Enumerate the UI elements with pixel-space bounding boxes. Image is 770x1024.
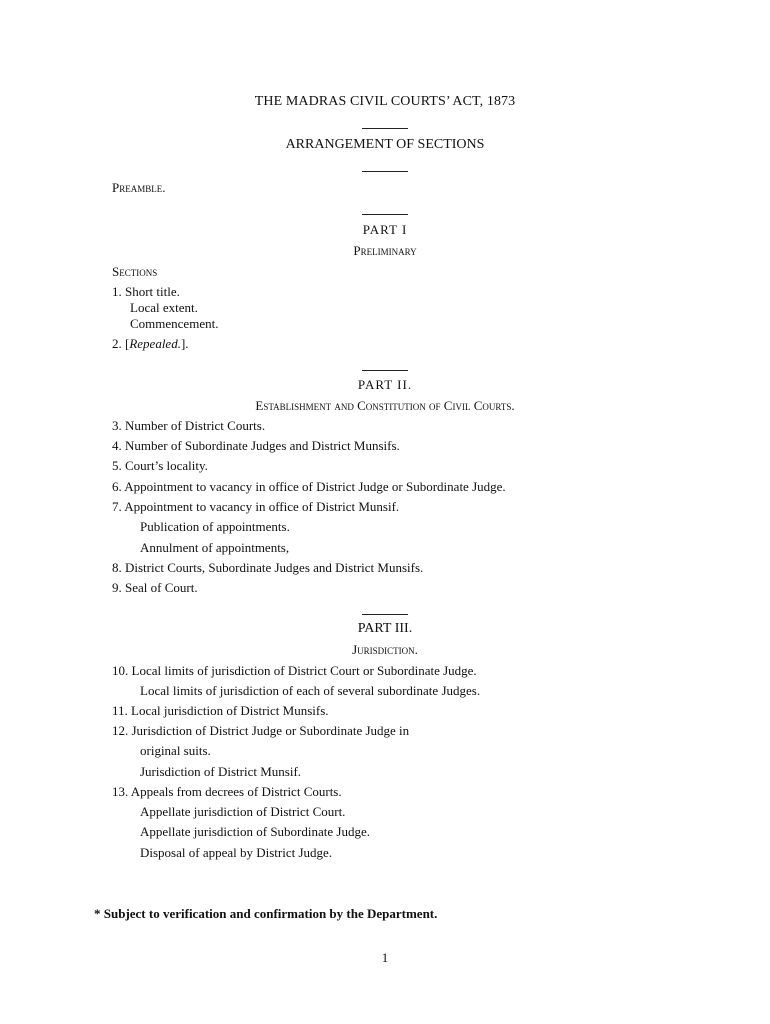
section-item: Local extent.: [130, 300, 198, 315]
part1-label: PART I: [362, 222, 408, 237]
act-title: THE MADRAS CIVIL COURTS’ ACT, 1873: [254, 94, 516, 109]
section-item: Publication of appointments.: [140, 519, 290, 534]
section-item: Appellate jurisdiction of District Court.: [140, 804, 346, 819]
section-item: 9. Seal of Court.: [112, 580, 198, 595]
page-number: 1: [381, 950, 389, 965]
part1-title: Preliminary: [353, 243, 417, 258]
footnote: * Subject to verification and confirmation by the Department.: [94, 906, 438, 921]
section-item: 5. Court’s locality.: [112, 458, 208, 473]
part2-label: PART II.: [357, 377, 413, 392]
section-item-repealed: 2. [Repealed.].: [112, 336, 189, 351]
section-item: 8. District Courts, Subordinate Judges and District Munsifs.: [112, 560, 424, 575]
part3-title: Jurisdiction.: [352, 642, 418, 657]
part3-label: PART III.: [357, 621, 413, 636]
section-item: original suits.: [140, 743, 211, 758]
section-item: 3. Number of District Courts.: [112, 418, 266, 433]
section-item: Local limits of jurisdiction of each of several subordinate Judges.: [140, 683, 481, 698]
section-item: 7. Appointment to vacancy in office of District Munsif.: [112, 499, 400, 514]
section-item: 6. Appointment to vacancy in office of District Judge or Subordinate Judge.: [112, 479, 506, 494]
arrangement-divider: [362, 171, 408, 172]
title-divider: [362, 128, 408, 129]
preamble: Preamble.: [112, 180, 166, 195]
section-item: 12. Jurisdiction of District Judge or Subordinate Judge in: [112, 723, 410, 738]
section-item: 13. Appeals from decrees of District Courts.: [112, 784, 342, 799]
section-item: Appellate jurisdiction of Subordinate Judge.: [140, 824, 370, 839]
arrangement-heading: ARRANGEMENT OF SECTIONS: [285, 137, 485, 152]
part1-divider: [362, 214, 408, 215]
section-item: Annulment of appointments,: [140, 540, 290, 555]
section-item: Disposal of appeal by District Judge.: [140, 845, 333, 860]
section-item: 10. Local limits of jurisdiction of District Court or Subordinate Judge.: [112, 663, 477, 678]
part3-divider: [362, 614, 408, 615]
section-item: Commencement.: [130, 316, 219, 331]
section-item: Jurisdiction of District Munsif.: [140, 764, 302, 779]
section-item: 4. Number of Subordinate Judges and District Munsifs.: [112, 438, 400, 453]
section-item: 1. Short title.: [112, 284, 180, 299]
sections-heading: Sections: [112, 264, 158, 279]
part2-divider: [362, 370, 408, 371]
section-item: 11. Local jurisdiction of District Munsifs.: [112, 703, 329, 718]
part2-title: Establishment and Constitution of Civil Courts.: [255, 398, 515, 413]
